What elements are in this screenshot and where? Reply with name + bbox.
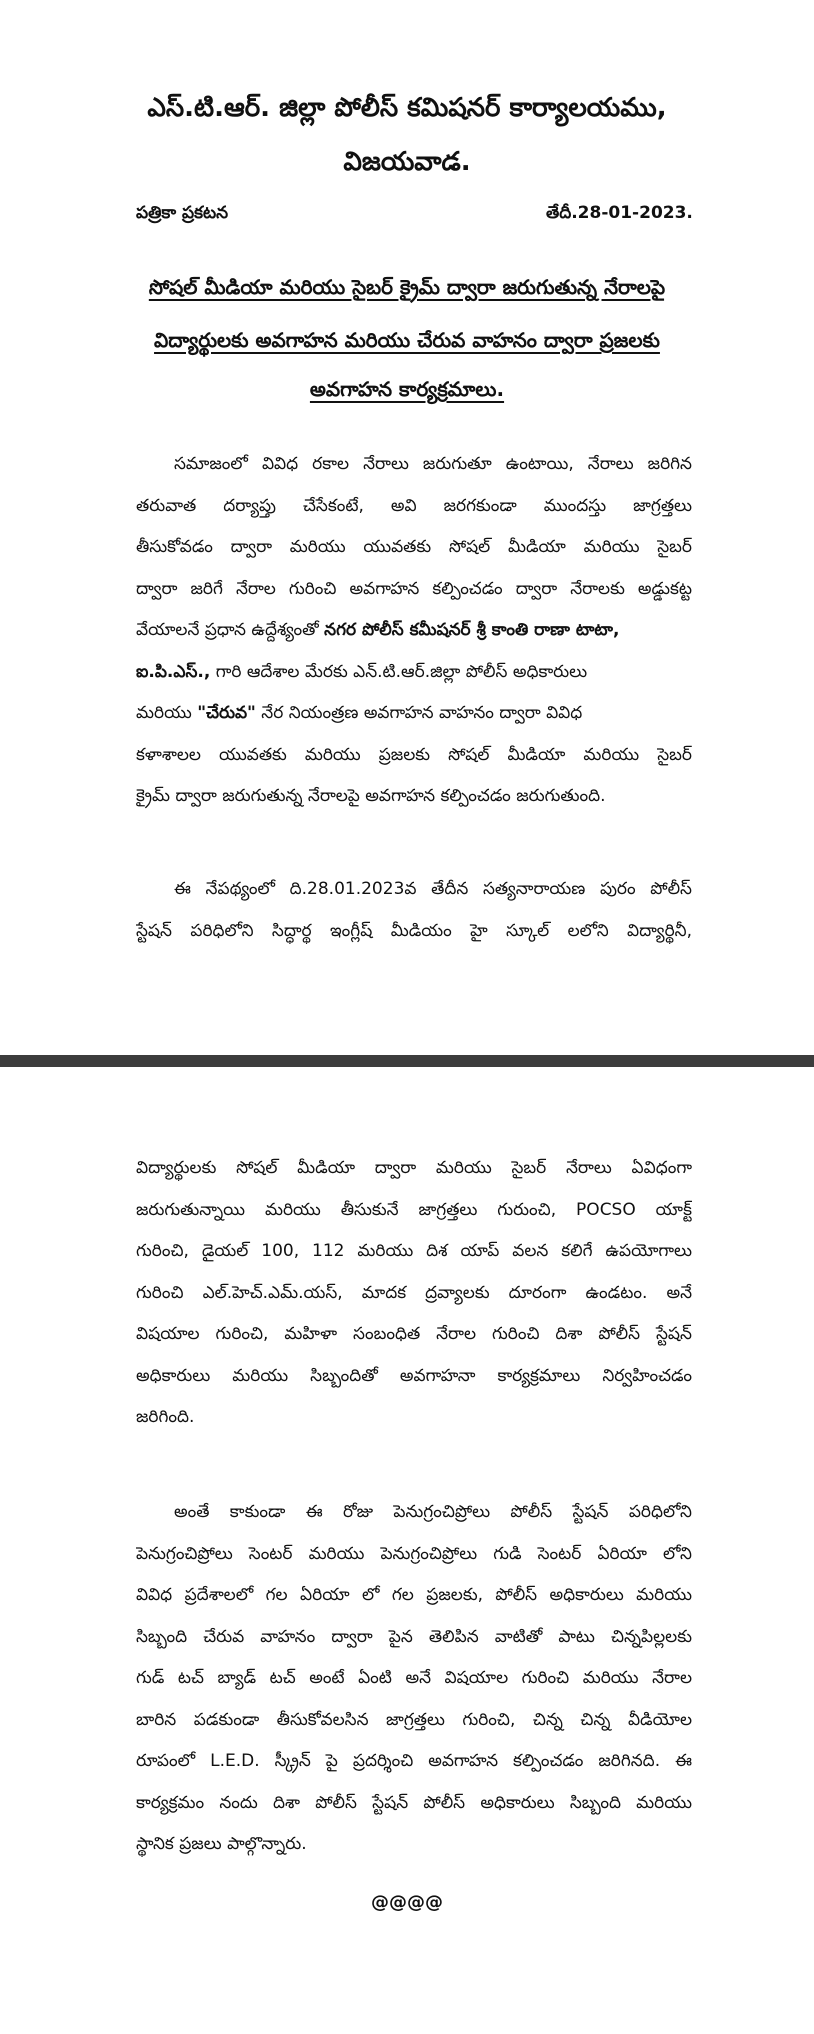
paragraph-line — [136, 610, 692, 652]
paragraph-line: సమాజంలో వివిధ రకాల నేరాలు జరుగుతూ ఉంటాయి, నేరాలు జరిగిన — [174, 454, 692, 474]
subject-line-text: అవగాహన కార్యక్రమాలు. — [309, 377, 505, 401]
paragraph-line: కళాశాలల యువతకు మరియు ప్రజలకు సోషల్ మీడియా మరియు సైబర్ — [136, 744, 692, 765]
paragraph-line: గుడ్ టచ్ బ్యాడ్ టచ్ అంటే ఏంటి అనే విషయాల గురించి మరియు నేరాల — [136, 1668, 692, 1688]
end-marker: @@@@ — [371, 1892, 443, 1913]
paragraph-line: స్థానిక ప్రజలు పాల్గొన్నారు. — [136, 1834, 307, 1854]
paragraph-text: నేర నియంత్రణ అవగాహన వాహనం ద్వారా వివిధ — [255, 703, 583, 723]
paragraph-2 — [136, 869, 692, 952]
paragraph-line: తరువాత దర్యాప్తు చేసేకంటే, అవి జరగకుండా ముందస్తు జాగ్రత్తలు — [136, 495, 692, 516]
office-title: ఎస్.టి.ఆర్. జిల్లా పోలీస్ కమిషనర్ కార్యాలయము, — [147, 93, 667, 123]
paragraph-line: జరిగింది. — [136, 1407, 195, 1427]
subject-line-text: సోషల్ మీడియా మరియు సైబర్ క్రైమ్ ద్వారా జరుగుతున్న నేరాలపై — [148, 275, 666, 299]
paragraph-line — [136, 693, 692, 735]
paragraph-line: వివిధ ప్రదేశాలలో గల ఏరియా లో గల ప్రజలకు, పోలీస్ అధికారులు మరియు — [136, 1585, 692, 1605]
paragraph-line: విషయాల గురించి, మహిళా సంబంధిత నేరాల గురించి దిశా పోలీస్ స్టేషన్ — [136, 1324, 692, 1344]
paragraph-line: క్రైమ్ ద్వారా జరుగుతున్న నేరాలపై అవగాహన కల్పించడం జరుగుతుంది. — [136, 786, 606, 806]
paragraph-line: రూపంలో L.E.D. స్క్రీన్ పై ప్రదర్శించి అవగాహన కల్పించడం జరిగినది. ఈ — [136, 1751, 692, 1771]
paragraph-3 — [136, 1148, 692, 1439]
paragraph-line: పెనుగ్రంచిప్రోలు సెంటర్ మరియు పెనుగ్రంచిప్రోలు గుడి సెంటర్ ఏరియా లోని — [136, 1543, 692, 1564]
paragraph-line: కార్యక్రమం నందు దిశా పోలీస్ స్టేషన్ పోలీస్ అధికారులు సిబ్బంది మరియు — [136, 1792, 692, 1813]
press-release-label: పత్రికా ప్రకటన — [136, 203, 229, 223]
paragraph-line: బారిన పడకుండా తీసుకోవలసిన జాగ్రత్తలు గురించి, చిన్న చిన్న వీడియోల — [136, 1709, 692, 1730]
paragraph-line: గురించి, డైయల్ 100, 112 మరియు దిశ యాప్ వలన కలిగే ఉపయోగాలు — [136, 1241, 692, 1261]
paragraph-line: తీసుకోవడం ద్వారా మరియు యువతకు సోషల్ మీడియా మరియు సైబర్ — [136, 537, 692, 557]
paragraph-text: వేయాలనే ప్రధాన ఉద్దేశ్యంతో — [136, 620, 325, 640]
paragraph-line: జరుగుతున్నాయి మరియు తీసుకునే జాగ్రత్తలు గురుంచి, POCSO యాక్ట్ — [136, 1199, 692, 1220]
subject-line — [0, 270, 814, 304]
office-city: విజయవాడ. — [343, 147, 471, 177]
paragraph-line: విద్యార్థులకు సోషల్ మీడియా ద్వారా మరియు సైబర్ నేరాలు ఏవిధంగా — [136, 1158, 692, 1178]
paragraph-4 — [136, 1492, 692, 1866]
paragraph-line: ద్వారా జరిగే నేరాల గురించి అవగాహన కల్పించడం ద్వారా నేరాలకు అడ్డుకట్ట — [136, 578, 692, 599]
paragraph-line — [136, 652, 692, 694]
paragraph-line: సిబ్బంది చేరువ వాహనం ద్వారా పైన తెలిపిన వాటితో పాటు చిన్నపిల్లలకు — [136, 1626, 692, 1647]
paragraph-text: మరియు — [136, 703, 198, 723]
subject-line — [0, 372, 814, 406]
vehicle-name: "చేరువ" — [197, 703, 256, 723]
paragraph-line: అధికారులు మరియు సిబ్బందితో అవగాహనా కార్యక్రమాలు నిర్వహించడం — [136, 1365, 692, 1386]
subject-line-text: విద్యార్థులకు అవగాహన మరియు చేరువ వాహనం ద్వారా ప్రజలకు — [154, 328, 660, 352]
paragraph-text: గారి ఆదేశాల మేరకు ఎన్.టి.ఆర్.జిల్లా పోలీస్ అధికారులు — [210, 661, 588, 682]
paragraph-1 — [136, 444, 692, 818]
page-break-divider — [0, 1055, 814, 1067]
paragraph-line: గురించి ఎల్.హెచ్.ఎమ్.యస్, మాదక ద్రవ్యాలకు దూరంగా ఉండటం. అనే — [136, 1282, 692, 1303]
press-release-date: తేదీ.28-01-2023. — [546, 203, 693, 223]
commissioner-name: నగర పోలీస్ కమీషనర్ శ్రీ కాంతి రాణా టాటా, — [324, 620, 620, 640]
paragraph-line: అంతే కాకుండా ఈ రోజు పెనుగ్రంచిప్రోలు పోలీస్ స్టేషన్ పరిధిలోని — [174, 1502, 692, 1522]
paragraph-line: స్టేషన్ పరిధిలోని సిద్ధార్థ ఇంగ్లీష్ మీడియం హై స్కూల్ లలోని విద్యార్థినీ, — [136, 920, 692, 941]
commissioner-title: ఐ.పి.ఎస్., — [136, 661, 211, 682]
paragraph-line: ఈ నేపథ్యంలో ది.28.01.2023వ తేదీన సత్యనారాయణ పురం పోలీస్ — [174, 879, 692, 899]
subject-line — [0, 323, 814, 357]
